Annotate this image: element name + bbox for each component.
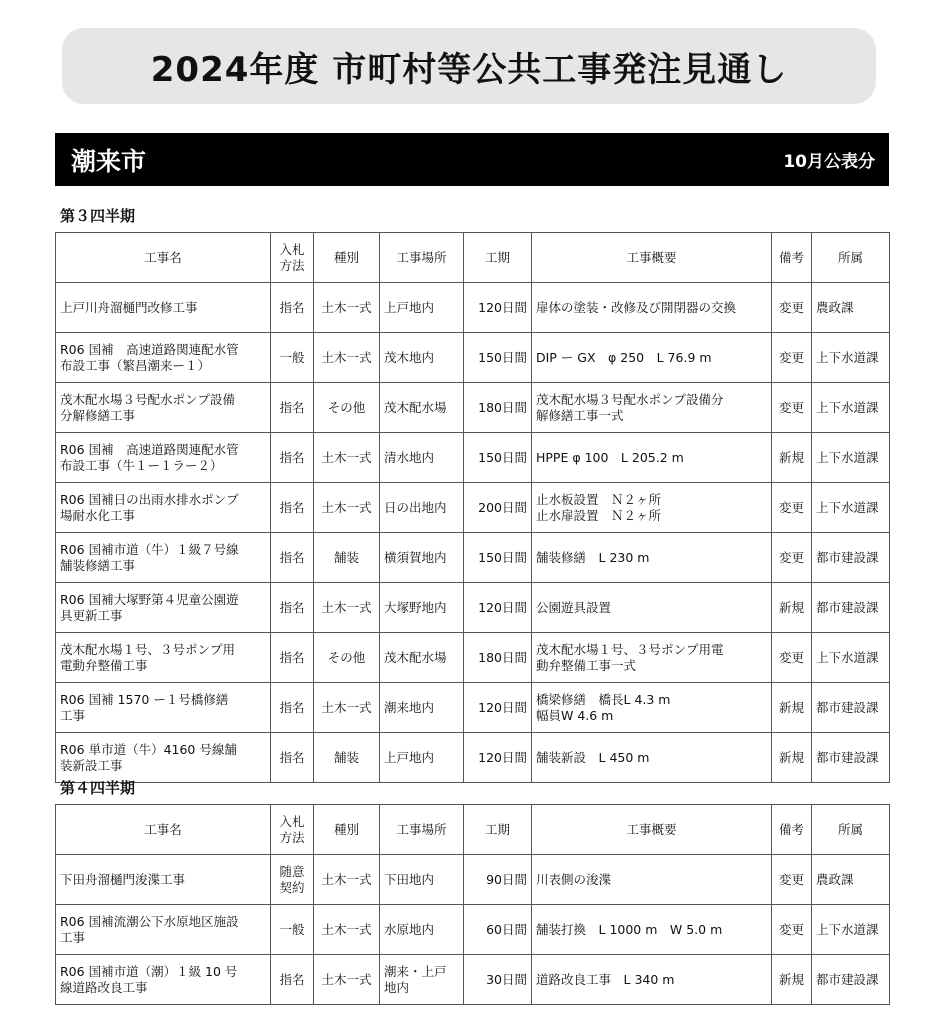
cell-work-name: 上戸川舟溜樋門改修工事 bbox=[56, 283, 271, 333]
cell-summary: DIP ー GX φ 250 L 76.9 m bbox=[532, 333, 772, 383]
cell-department: 上下水道課 bbox=[812, 383, 890, 433]
header-period: 工期 bbox=[464, 233, 532, 283]
cell-bid-method: 指名 bbox=[271, 683, 314, 733]
header-summary: 工事概要 bbox=[532, 233, 772, 283]
table-row bbox=[56, 583, 890, 633]
cell-department: 上下水道課 bbox=[812, 905, 890, 955]
cell-work-name: R06 国補流潮公下水原地区施設 工事 bbox=[56, 905, 271, 955]
table-row bbox=[56, 855, 890, 905]
cell-work-name: R06 国補 高速道路関連配水管 布設工事（牛１ー１ラー２） bbox=[56, 433, 271, 483]
header-method: 入札 方法 bbox=[271, 233, 314, 283]
cell-work-type: 土木一式 bbox=[314, 955, 380, 1005]
cell-period: 90日間 bbox=[464, 855, 532, 905]
cell-period: 120日間 bbox=[464, 283, 532, 333]
table-row bbox=[56, 383, 890, 433]
header-name: 工事名 bbox=[56, 233, 271, 283]
cell-work-name: 茂木配水場３号配水ポンプ設備 分解修繕工事 bbox=[56, 383, 271, 433]
cell-work-name: R06 国補 1570 ー１号橋修繕 工事 bbox=[56, 683, 271, 733]
cell-bid-method: 指名 bbox=[271, 633, 314, 683]
table-header-row bbox=[56, 233, 890, 283]
cell-summary: 茂木配水場１号、３号ポンプ用電 動弁整備工事一式 bbox=[532, 633, 772, 683]
cell-period: 180日間 bbox=[464, 383, 532, 433]
header-period: 工期 bbox=[464, 805, 532, 855]
header-name: 工事名 bbox=[56, 805, 271, 855]
cell-period: 180日間 bbox=[464, 633, 532, 683]
cell-department: 都市建設課 bbox=[812, 733, 890, 783]
cell-department: 上下水道課 bbox=[812, 333, 890, 383]
cell-note: 変更 bbox=[772, 333, 812, 383]
cell-period: 150日間 bbox=[464, 533, 532, 583]
cell-work-name: 下田舟溜樋門浚渫工事 bbox=[56, 855, 271, 905]
header-note: 備考 bbox=[772, 805, 812, 855]
city-header-bar bbox=[55, 133, 889, 186]
table-row bbox=[56, 533, 890, 583]
page-title-banner bbox=[62, 28, 876, 104]
cell-department: 上下水道課 bbox=[812, 433, 890, 483]
cell-work-name: R06 国補市道（牛）１級７号線 舗装修繕工事 bbox=[56, 533, 271, 583]
cell-summary: 橋梁修繕 橋長L 4.3 m 幅員W 4.6 m bbox=[532, 683, 772, 733]
header-dept: 所属 bbox=[812, 805, 890, 855]
cell-note: 新規 bbox=[772, 733, 812, 783]
cell-location: 日の出地内 bbox=[380, 483, 464, 533]
works-table-q3 bbox=[55, 232, 890, 783]
cell-bid-method: 指名 bbox=[271, 383, 314, 433]
table-body bbox=[56, 855, 890, 1005]
cell-department: 都市建設課 bbox=[812, 683, 890, 733]
cell-note: 新規 bbox=[772, 433, 812, 483]
cell-location: 下田地内 bbox=[380, 855, 464, 905]
table-row bbox=[56, 283, 890, 333]
cell-department: 都市建設課 bbox=[812, 533, 890, 583]
table-row bbox=[56, 333, 890, 383]
cell-period: 200日間 bbox=[464, 483, 532, 533]
cell-location: 茂木配水場 bbox=[380, 383, 464, 433]
cell-note: 新規 bbox=[772, 955, 812, 1005]
header-summary: 工事概要 bbox=[532, 805, 772, 855]
header-type: 種別 bbox=[314, 233, 380, 283]
table-row bbox=[56, 683, 890, 733]
cell-summary: 舗装打換 L 1000 m W 5.0 m bbox=[532, 905, 772, 955]
city-name: 潮来市 bbox=[71, 146, 147, 176]
cell-note: 変更 bbox=[772, 855, 812, 905]
table-row bbox=[56, 733, 890, 783]
cell-note: 変更 bbox=[772, 383, 812, 433]
cell-location: 上戸地内 bbox=[380, 733, 464, 783]
cell-department: 農政課 bbox=[812, 855, 890, 905]
cell-bid-method: 指名 bbox=[271, 533, 314, 583]
table-body bbox=[56, 283, 890, 783]
cell-bid-method: 指名 bbox=[271, 433, 314, 483]
cell-department: 都市建設課 bbox=[812, 955, 890, 1005]
header-dept: 所属 bbox=[812, 233, 890, 283]
cell-work-name: 茂木配水場１号、３号ポンプ用 電動弁整備工事 bbox=[56, 633, 271, 683]
cell-bid-method: 一般 bbox=[271, 905, 314, 955]
cell-summary: 道路改良工事 L 340 m bbox=[532, 955, 772, 1005]
cell-bid-method: 指名 bbox=[271, 483, 314, 533]
cell-location: 横須賀地内 bbox=[380, 533, 464, 583]
cell-work-name: R06 国補日の出雨水排水ポンプ 場耐水化工事 bbox=[56, 483, 271, 533]
cell-period: 150日間 bbox=[464, 333, 532, 383]
cell-period: 60日間 bbox=[464, 905, 532, 955]
cell-summary: 川表側の浚渫 bbox=[532, 855, 772, 905]
cell-note: 変更 bbox=[772, 483, 812, 533]
cell-summary: HPPE φ 100 L 205.2 m bbox=[532, 433, 772, 483]
table-row bbox=[56, 633, 890, 683]
cell-note: 変更 bbox=[772, 633, 812, 683]
cell-period: 120日間 bbox=[464, 583, 532, 633]
cell-location: 潮来・上戸 地内 bbox=[380, 955, 464, 1005]
section-label-q4: 第４四半期 bbox=[60, 779, 136, 797]
cell-department: 都市建設課 bbox=[812, 583, 890, 633]
publication-label: 10月公表分 bbox=[783, 152, 875, 172]
cell-bid-method: 指名 bbox=[271, 955, 314, 1005]
page-title: 2024年度 市町村等公共工事発注見通し bbox=[150, 49, 788, 90]
cell-work-name: R06 単市道（牛）4160 号線舗 装新設工事 bbox=[56, 733, 271, 783]
cell-work-type: 土木一式 bbox=[314, 333, 380, 383]
table-row bbox=[56, 905, 890, 955]
cell-bid-method: 随意 契約 bbox=[271, 855, 314, 905]
cell-work-name: R06 国補 高速道路関連配水管 布設工事（繁昌潮来ー１） bbox=[56, 333, 271, 383]
cell-location: 茂木地内 bbox=[380, 333, 464, 383]
cell-bid-method: 指名 bbox=[271, 733, 314, 783]
cell-work-name: R06 国補大塚野第４児童公園遊 具更新工事 bbox=[56, 583, 271, 633]
cell-location: 大塚野地内 bbox=[380, 583, 464, 633]
header-type: 種別 bbox=[314, 805, 380, 855]
header-method: 入札 方法 bbox=[271, 805, 314, 855]
cell-period: 120日間 bbox=[464, 683, 532, 733]
cell-summary: 止水板設置 Ｎ２ヶ所 止水扉設置 Ｎ２ヶ所 bbox=[532, 483, 772, 533]
cell-location: 茂木配水場 bbox=[380, 633, 464, 683]
table-row bbox=[56, 955, 890, 1005]
cell-work-type: 土木一式 bbox=[314, 483, 380, 533]
table-row bbox=[56, 433, 890, 483]
works-table-q4 bbox=[55, 804, 890, 1005]
cell-summary: 公園遊具設置 bbox=[532, 583, 772, 633]
table-header-row bbox=[56, 805, 890, 855]
header-note: 備考 bbox=[772, 233, 812, 283]
cell-note: 変更 bbox=[772, 533, 812, 583]
cell-summary: 茂木配水場３号配水ポンプ設備分 解修繕工事一式 bbox=[532, 383, 772, 433]
cell-bid-method: 一般 bbox=[271, 333, 314, 383]
cell-location: 潮来地内 bbox=[380, 683, 464, 733]
header-location: 工事場所 bbox=[380, 805, 464, 855]
cell-department: 上下水道課 bbox=[812, 633, 890, 683]
header-location: 工事場所 bbox=[380, 233, 464, 283]
cell-summary: 舗装修繕 L 230 m bbox=[532, 533, 772, 583]
cell-location: 上戸地内 bbox=[380, 283, 464, 333]
cell-bid-method: 指名 bbox=[271, 583, 314, 633]
cell-work-type: 舗装 bbox=[314, 733, 380, 783]
section-label-q3: 第３四半期 bbox=[60, 207, 136, 225]
cell-period: 30日間 bbox=[464, 955, 532, 1005]
cell-period: 150日間 bbox=[464, 433, 532, 483]
cell-location: 水原地内 bbox=[380, 905, 464, 955]
cell-department: 上下水道課 bbox=[812, 483, 890, 533]
cell-note: 新規 bbox=[772, 583, 812, 633]
cell-period: 120日間 bbox=[464, 733, 532, 783]
cell-work-type: 舗装 bbox=[314, 533, 380, 583]
cell-work-name: R06 国補市道（潮）１級 10 号 線道路改良工事 bbox=[56, 955, 271, 1005]
table-row bbox=[56, 483, 890, 533]
cell-note: 変更 bbox=[772, 905, 812, 955]
cell-department: 農政課 bbox=[812, 283, 890, 333]
cell-work-type: その他 bbox=[314, 383, 380, 433]
cell-summary: 舗装新設 L 450 m bbox=[532, 733, 772, 783]
cell-location: 清水地内 bbox=[380, 433, 464, 483]
cell-work-type: 土木一式 bbox=[314, 433, 380, 483]
cell-bid-method: 指名 bbox=[271, 283, 314, 333]
cell-note: 変更 bbox=[772, 283, 812, 333]
cell-work-type: 土木一式 bbox=[314, 283, 380, 333]
cell-summary: 扉体の塗装・改修及び開閉器の交換 bbox=[532, 283, 772, 333]
cell-work-type: 土木一式 bbox=[314, 905, 380, 955]
cell-work-type: 土木一式 bbox=[314, 855, 380, 905]
cell-work-type: 土木一式 bbox=[314, 683, 380, 733]
cell-work-type: その他 bbox=[314, 633, 380, 683]
cell-work-type: 土木一式 bbox=[314, 583, 380, 633]
cell-note: 新規 bbox=[772, 683, 812, 733]
